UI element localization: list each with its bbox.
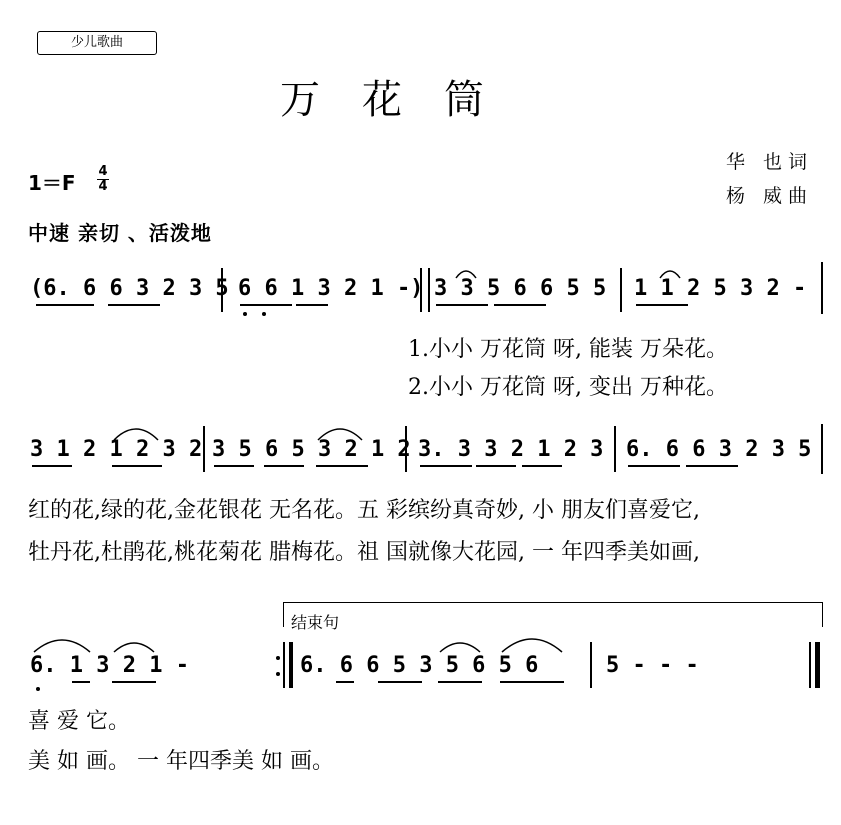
genre-tag: 少儿歌曲 — [37, 31, 157, 55]
row1-measure2-notes: 6 6 1 3 2 1 -) — [238, 276, 424, 301]
row3-measure1-notes: 6. 1 3 2 1 - — [30, 653, 189, 678]
row2-measure4-notes: 6. 6 6 3 2 3 5 — [626, 437, 812, 462]
row3-lyric-verse2: 美 如 画。 一 年四季美 如 画。 — [28, 749, 334, 774]
row2-measure1-notes: 3 1 2 1 2 3 2 — [30, 437, 203, 462]
row1-measure4-notes: 1 1 2 5 3 2 - — [634, 276, 807, 301]
ending-label: 结束句 — [291, 613, 340, 632]
row2-lyric-verse1: 红的花,绿的花,金花银花 无名花。五 彩缤纷真奇妙, 小 朋友们喜爱它, — [28, 498, 700, 523]
tempo-marking: 中速 亲切 、活泼地 — [28, 221, 212, 245]
composer-credit: 杨 威曲 — [726, 185, 814, 207]
row2-lyric-verse2: 牡丹花,杜鹃花,桃花菊花 腊梅花。祖 国就像大花园, 一 年四季美如画, — [28, 540, 700, 565]
lyricist-credit: 华 也词 — [726, 151, 814, 173]
slur — [114, 643, 154, 652]
song-title: 万花筒 — [280, 77, 526, 123]
slur — [660, 271, 680, 278]
row1-measure3-notes: 3 3 5 6 6 5 5 — [434, 276, 607, 301]
slur — [502, 639, 562, 652]
slur — [456, 271, 476, 278]
row2-measure3-notes: 3. 3 3 2 1 2 3 — [418, 437, 604, 462]
slur — [34, 640, 90, 652]
slur — [114, 429, 158, 440]
row2-measure2-notes: 3 5 6 5 3 2 1 2 — [212, 437, 411, 462]
row3-measure3-notes: 5 - - - — [606, 653, 699, 678]
row1-lyric-verse1: 1.小小 万花筒 呀, 能装 万朵花。 — [408, 337, 728, 362]
row1-measure1-notes: (6. 6 6 3 2 3 5 — [30, 276, 229, 301]
slur — [440, 643, 480, 652]
key-signature: 1＝F — [28, 171, 76, 195]
row3-measure2-notes: 6. 6 6 5 3 5 6 5 6 — [300, 653, 539, 678]
slur — [318, 429, 362, 440]
time-signature-bottom: 4 — [98, 179, 108, 194]
row3-lyric-verse1: 喜 爱 它。 — [28, 709, 130, 734]
time-signature-top: 4 — [98, 164, 108, 179]
row1-lyric-verse2: 2.小小 万花筒 呀, 变出 万种花。 — [408, 375, 728, 400]
